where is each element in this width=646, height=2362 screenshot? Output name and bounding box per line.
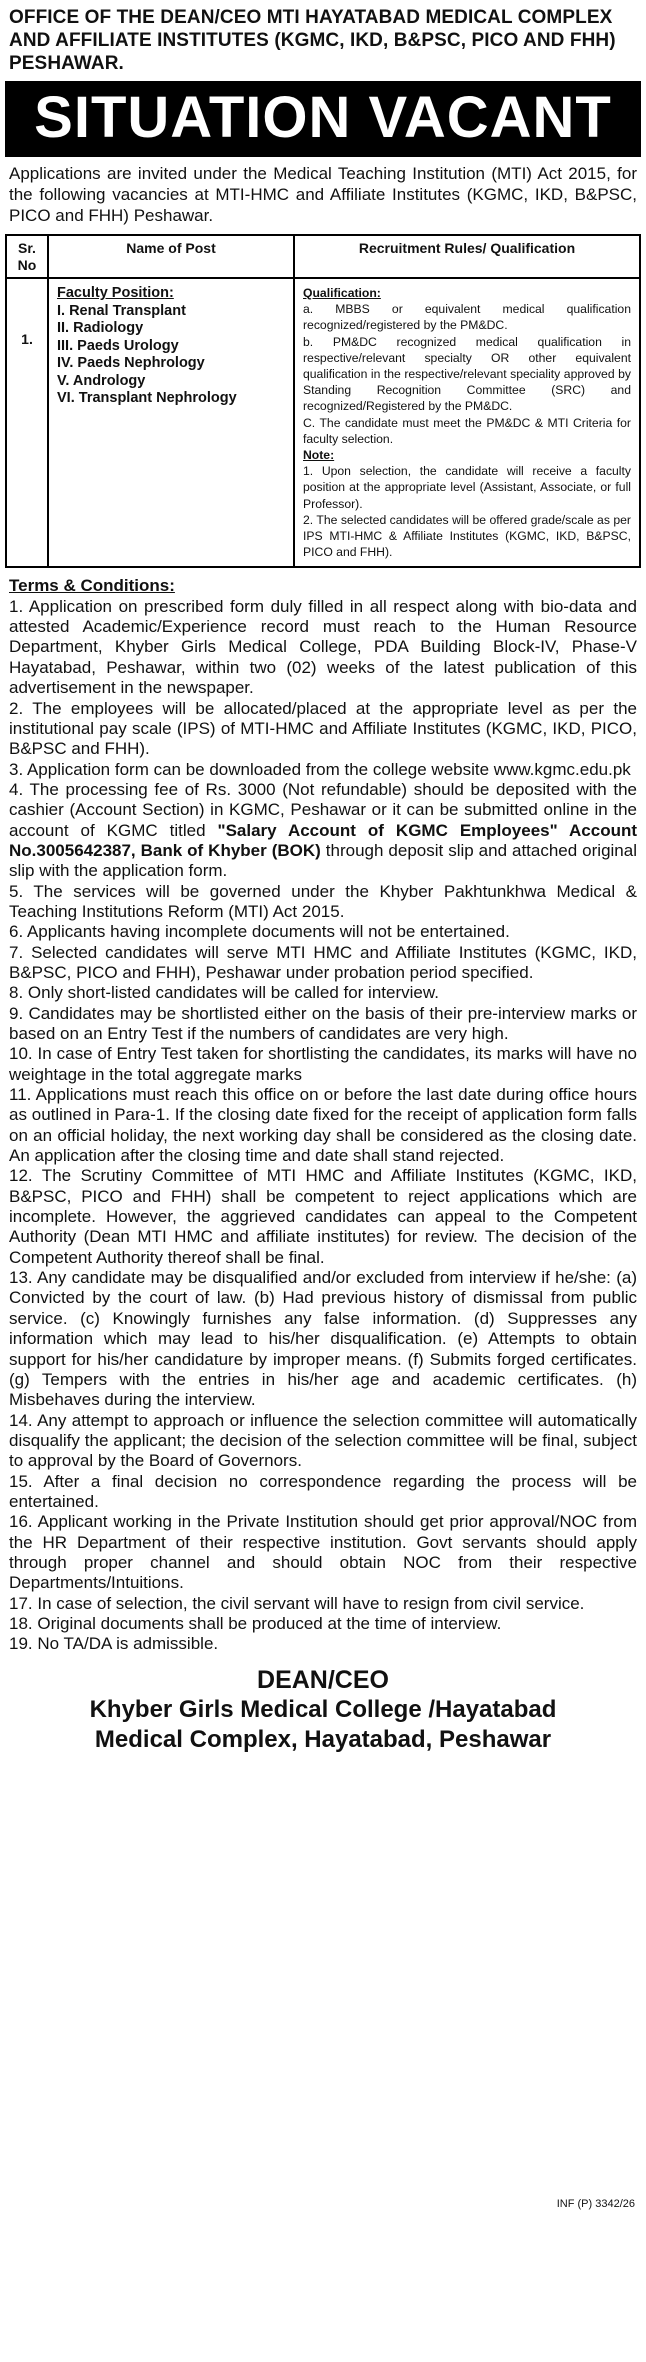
header-recruitment-rules: Recruitment Rules/ Qualification [294,235,640,278]
faculty-positions-cell [48,278,294,567]
table-row [6,278,640,567]
header-line-3: PESHAWAR. [9,53,124,74]
footer-line-2: Khyber Girls Medical College /Hayatabad [89,1695,557,1723]
term-item: 15. After a final decision no correspondence regarding the process will be entertained. [9,1471,637,1511]
header-name-of-post: Name of Post [48,235,294,278]
vacancy-table [5,234,641,568]
header-line-2: AND AFFILIATE INSTITUTES (KGMC, IKD, B&PSC, PICO AND FHH) [9,30,616,51]
post-item: II. Radiology [57,320,144,336]
situation-vacant-banner: SITUATION VACANT [5,81,641,157]
term-item: 5. The services will be governed under the Khyber Pakhtunkhwa Medical & Teaching Institutions Reform (MTI) Act 2015. [9,881,637,921]
term-item: 17. In case of selection, the civil servant will have to resign from civil service. [9,1593,585,1613]
post-item: VI. Transplant Nephrology [57,390,237,406]
qualification-a: a. MBBS or equivalent medical qualification recognized/registered by the PM&DC. [303,302,631,333]
note-heading: Note: [303,448,335,463]
term-item: 3. Application form can be downloaded from the college website www.kgmc.edu.pk [9,759,631,779]
term-4-text-c: through deposit slip and attached original slip with the application form. [9,840,637,881]
qualification-heading: Qualification: [303,286,381,300]
signature-block [5,1665,641,1755]
header-line-1: OFFICE OF THE DEAN/CEO MTI HAYATABAD MEDICAL COMPLEX [9,7,613,28]
term-item: 1. Application on prescribed form duly filled in all respect along with bio-data and attested Academic/Experience record must reach to the Human Resource Department, Khyber Girls Medical College, PDA Building Block-IV, Phase-V Hayatabad, Peshawar, within two (02) weeks of the latest publication of this advertisement in the newspaper. [9,596,637,698]
terms-heading: Terms & Conditions: [9,576,175,596]
inf-reference: INF (P) 3342/26 [556,2198,635,2210]
note-1: 1. Upon selection, the candidate will receive a faculty position at the appropriate level (Assistant, Associate, or full Professor). [303,464,631,511]
footer-title: DEAN/CEO [257,1665,389,1694]
term-item: 12. The Scrutiny Committee of MTI HMC and Affiliate Institutes (KGMC, IKD, B&PSC, PICO and FHH) shall be competent to reject applications which are incomplete. However, the aggrieved candidates can appeal to the Competent Authority (Dean MTI HMC and affiliate institutes) for review. The decision of the Competent Authority thereof shall be final. [9,1166,637,1267]
post-item: III. Paeds Urology [57,337,179,354]
bank-account-details: "Salary Account of KGMC Employees" Account No.3005642387, Bank of Khyber (BOK) [9,820,638,860]
term-item: 6. Applicants having incomplete documents will not be entertained. [9,922,510,942]
term-item: 8. Only short-listed candidates will be called for interview. [9,983,439,1003]
office-header [5,6,641,75]
term-item: 18. Original documents shall be produced at the time of interview. [9,1613,502,1633]
term-4-text-a: 4. The processing fee of Rs. 3000 (Not refundable) should be deposited with the cashier (Account Section) in KGMC, Peshawar or it can be submitted online in the account of KGMC titled [9,779,637,840]
footer-line-3: Medical Complex, Hayatabad, Peshawar [94,1725,552,1753]
term-item: 19. No TA/DA is admissible. [9,1634,219,1654]
advertisement-page [5,0,641,2210]
term-item: 14. Any attempt to approach or influence the selection committee will automatically disqualify the applicant; the decision of the selection committee will be final, subject to approval by the Board of Governors. [9,1410,637,1471]
faculty-position-heading: Faculty Position: [57,285,174,301]
term-item: 11. Applications must reach this office on or before the last date during office hours as outlined in Para-1. If the closing date fixed for the receipt of application form falls on an official holiday, the next working day shall be considered as the closing date. An application after the closing time and date shall stand rejected. [9,1085,637,1166]
term-item: 13. Any candidate may be disqualified and/or excluded from interview if he/she: (a) Convicted by the court of law. (b) Had previous history of dismissal from public service. (c) Knowingly furnishes any false information. (d) Suppresses any information which may lead to his/her disqualification. (e) Attempts to obtain support for his/her candidature by improper means. (f) Submits forged certificates. (g) Tempers with the entries in his/her age and academic certificates. (h) Misbehaves during the interview. [9,1268,637,1410]
intro-paragraph: Applications are invited under the Medical Teaching Institution (MTI) Act 2015, for the following vacancies at MTI-HMC and Affiliate Institutes (KGMC, IKD, B&PSC, PICO and FHH) Peshawar. [9,164,637,225]
term-item: 10. In case of Entry Test taken for shortlisting the candidates, its marks will have no weightage in the total aggregate marks [9,1044,637,1084]
post-item: IV. Paeds Nephrology [57,355,205,371]
term-item: 16. Applicant working in the Private Institution should get prior approval/NOC from the HR Department of their respective institution. Govt servants should apply through proper channel and should obtain NOC from their respective Departments/Intuitions. [9,1512,637,1593]
row-sr-number: 1. [6,278,48,567]
term-item [9,780,637,882]
qualification-cell [294,278,640,567]
qualification-b: b. PM&DC recognized medical qualification in respective/relevant specialty OR other equivalent qualification in the respective/relevant speciality approved by Standing Recognition Committee (SRC) and recognized/Registered by the PM&DC. [303,334,631,414]
note-2: 2. The selected candidates will be offered grade/scale as per IPS MTI-HMC & Affiliate Institutes (KGMC, IKD, B&PSC, PICO and FHH). [303,512,631,560]
term-item: 9. Candidates may be shortlisted either on the basis of their pre-interview marks or based on an Entry Test if the numbers of candidates are very high. [9,1003,637,1044]
post-item: I. Renal Transplant [57,302,186,319]
post-item: V. Andrology [57,372,146,389]
terms-and-conditions [5,568,641,1654]
qualification-c: C. The candidate must meet the PM&DC & MTI Criteria for faculty selection. [303,415,631,446]
term-item: 7. Selected candidates will serve MTI HMC and Affiliate Institutes (KGMC, IKD, B&PSC, PICO and FHH), Peshawar under probation period specified. [9,942,637,982]
term-item: 2. The employees will be allocated/placed at the appropriate level as per the institutional pay scale (IPS) of MTI-HMC and Affiliate Institutes (KGMC, IKD, PICO, B&PSC and FHH). [9,698,637,759]
header-sr-no: Sr. No [6,235,48,278]
table-header-row [6,235,640,278]
